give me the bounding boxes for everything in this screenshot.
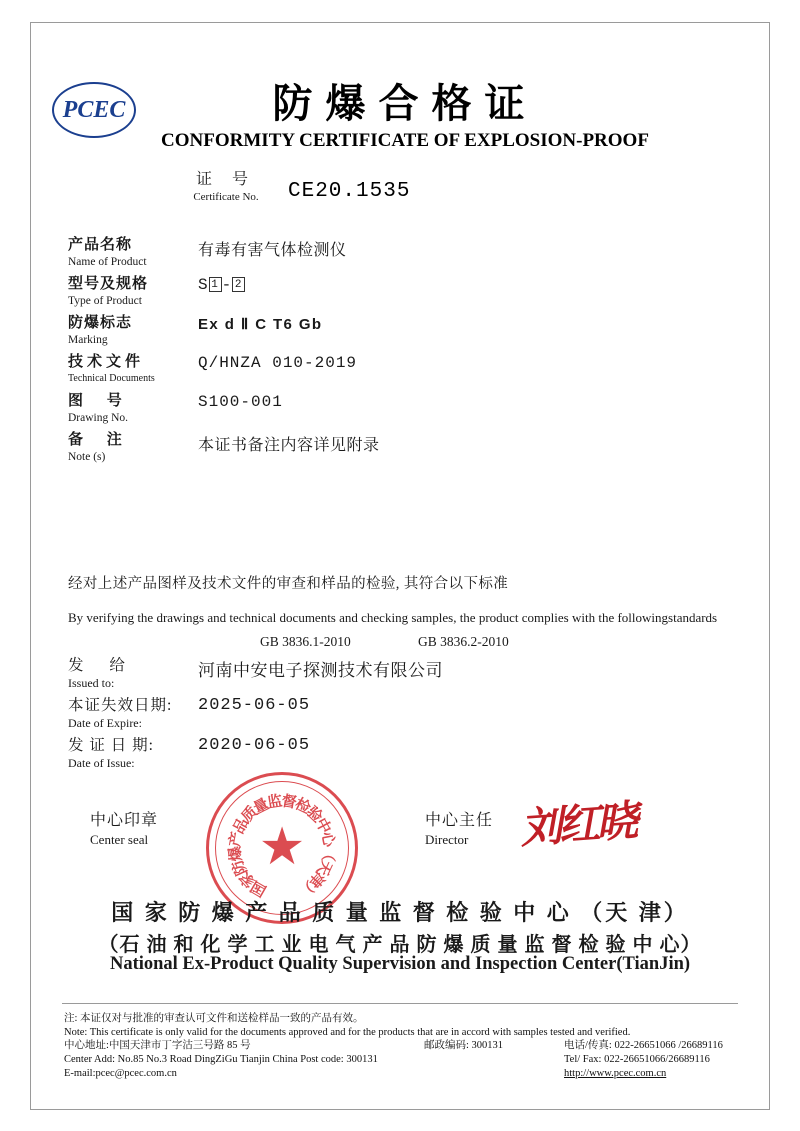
issued-to-row (68, 656, 668, 696)
field-label-en: Type of Product (68, 295, 142, 307)
director-label (425, 810, 493, 848)
issue-block (68, 656, 668, 776)
field-value-drawing-no: S100-001 (198, 393, 283, 411)
organization-line-2: （石 油 和 化 学 工 业 电 气 产 品 防 爆 质 量 监 督 检 验 中 心） (98, 934, 702, 956)
certificate-no-label-cn: 证 号 (195, 171, 256, 188)
fine-address-cn-row (64, 1039, 744, 1053)
seal-ring-char: 质 (239, 804, 261, 826)
seal-ring-char: 天 (313, 857, 335, 878)
field-label-cn: 防爆标志 (68, 315, 133, 331)
field-row-notes (68, 431, 668, 470)
type-prefix: S (198, 276, 209, 294)
fine-address-en-row (64, 1053, 744, 1067)
verification-text-cn: 经对上述产品图样及技术文件的审查和样品的检验, 其符合以下标准 (68, 576, 509, 592)
field-row-name-of-product (68, 236, 668, 275)
date-of-issue-label (68, 736, 193, 770)
field-label-technical-documents (68, 353, 188, 386)
seal-ring-char: 量 (251, 796, 272, 818)
page-title-en: CONFORMITY CERTIFICATE OF EXPLOSION-PROOF (161, 130, 649, 151)
field-value-technical-documents: Q/HNZA 010-2019 (198, 354, 358, 372)
seal-ring-char: 津 (305, 868, 327, 890)
type-box-2: 2 (232, 277, 245, 292)
fine-note-cn: 注: 本证仅对与批准的审查认可文件和送检样品一致的产品有效。 (64, 1013, 364, 1024)
fine-address-cn: 中心地址:中国天津市丁字沽三号路 85 号 (64, 1040, 251, 1051)
date-of-expire-label-cn: 本证失效日期: (68, 697, 173, 714)
date-of-expire-label (68, 696, 193, 730)
seal-ring-char: （ (318, 845, 337, 863)
director-label-en: Director (425, 832, 469, 847)
field-label-drawing-no (68, 392, 188, 425)
center-seal-label-cn: 中心印章 (90, 812, 159, 829)
seal-ring-char: ） (294, 877, 316, 899)
seal-ring-char: 督 (280, 793, 298, 812)
fine-tel-cn: 电话/传真: 022-26651066 /26689116 (564, 1040, 723, 1051)
field-row-type-of-product (68, 275, 668, 314)
standard-1: GB 3836.1-2010 (260, 634, 351, 649)
field-label-type-of-product (68, 275, 188, 308)
fine-address-en: Center Add: No.85 No.3 Road DingZiGu Tianjin China Post code: 300131 (64, 1054, 378, 1065)
issued-to-label (68, 656, 193, 690)
seal-ring-char: 爆 (227, 845, 246, 863)
fine-website-link[interactable]: http://www.pcec.com.cn (564, 1068, 667, 1079)
field-value-marking: Ex d Ⅱ C T6 Gb (198, 316, 323, 333)
field-row-drawing-no (68, 392, 668, 431)
date-of-issue-label-en: Date of Issue: (68, 756, 135, 770)
seal-ring-char: 中 (311, 815, 334, 837)
field-value-type-of-product: S 1 - 2 (198, 276, 245, 294)
type-box-1: 1 (209, 277, 222, 292)
seal-ring-char: 国 (248, 877, 270, 899)
issued-to-label-en: Issued to: (68, 676, 115, 690)
field-label-en: Marking (68, 334, 108, 346)
date-of-expire-row (68, 696, 668, 736)
product-fields (68, 236, 668, 470)
director-label-cn: 中心主任 (425, 812, 494, 829)
date-of-expire-label-en: Date of Expire: (68, 716, 142, 730)
seal-star-icon: ★ (258, 819, 306, 876)
date-of-issue-value: 2020-06-05 (198, 736, 311, 755)
date-of-issue-label-cn: 发 证 日 期: (68, 737, 154, 754)
organization-line-3: National Ex-Product Quality Supervision and Inspection Center(TianJin) (109, 954, 691, 974)
center-seal-label (90, 810, 158, 848)
verification-text-en: By verifying the drawings and technical documents and checking samples, the product complies with the followingstandards (68, 610, 718, 625)
seal-ring-char: 防 (229, 857, 251, 878)
field-label-cn: 型号及规格 (68, 276, 149, 292)
field-value-notes: 本证书备注内容详见附录 (198, 437, 380, 454)
field-row-marking (68, 314, 668, 353)
field-label-en: Technical Documents (68, 373, 155, 384)
fine-note-en: Note: This certificate is only valid for the documents approved and for the products that are in accord with samples tested and verified. (64, 1026, 631, 1038)
fine-print-block (64, 1012, 744, 1081)
field-label-marking (68, 314, 188, 347)
organization-line-1: 国 家 防 爆 产 品 质 量 监 督 检 验 中 心 （天 津） (111, 900, 689, 925)
field-label-cn: 产品名称 (68, 237, 133, 253)
director-signature: 刘红晓 (518, 799, 636, 853)
field-label-en: Name of Product (68, 256, 147, 268)
field-label-cn: 备 注 (68, 432, 132, 448)
field-label-en: Note (s) (68, 451, 106, 463)
standard-2: GB 3836.2-2010 (418, 634, 509, 649)
pcec-logo (52, 82, 136, 138)
seal-ring-char: 检 (292, 796, 313, 818)
footer-divider (62, 1003, 738, 1004)
field-label-cn: 技术文件 (68, 354, 145, 370)
certificate-no-label-en: Certificate No. (193, 191, 259, 203)
date-of-expire-value: 2025-06-05 (198, 696, 311, 715)
seal-ring-char: 监 (266, 793, 284, 812)
pcec-logo-text: PCEC (62, 96, 126, 123)
date-of-issue-row (68, 736, 668, 776)
seal-ring-char: 家 (237, 868, 259, 890)
issued-to-value: 河南中安电子探测技术有限公司 (198, 661, 443, 680)
field-label-en: Drawing No. (68, 412, 129, 424)
field-row-technical-documents (68, 353, 668, 392)
seal-ring-char: 验 (303, 804, 325, 826)
issued-to-label-cn: 发 给 (68, 657, 136, 674)
fine-contact-row (64, 1067, 744, 1081)
certificate-no-value: CE20.1535 (288, 180, 411, 203)
field-value-name-of-product: 有毒有害气体检测仪 (198, 242, 347, 259)
certificate-no-label (178, 170, 274, 204)
seal-ring-char: 心 (317, 830, 337, 849)
page-title-cn: 防爆合格证 (272, 81, 538, 126)
seal-ring-char: 品 (230, 815, 253, 837)
fine-email: E-mail:pcec@pcec.com.cn (64, 1068, 177, 1079)
field-label-notes (68, 431, 188, 464)
seal-ring-char: 产 (227, 830, 247, 849)
center-seal-label-en: Center seal (90, 832, 149, 847)
field-label-cn: 图 号 (68, 393, 132, 409)
field-label-name-of-product (68, 236, 188, 269)
fine-postcode-cn: 邮政编码: 300131 (424, 1040, 504, 1051)
fine-tel-en: Tel/ Fax: 022-26651066/26689116 (564, 1054, 710, 1065)
